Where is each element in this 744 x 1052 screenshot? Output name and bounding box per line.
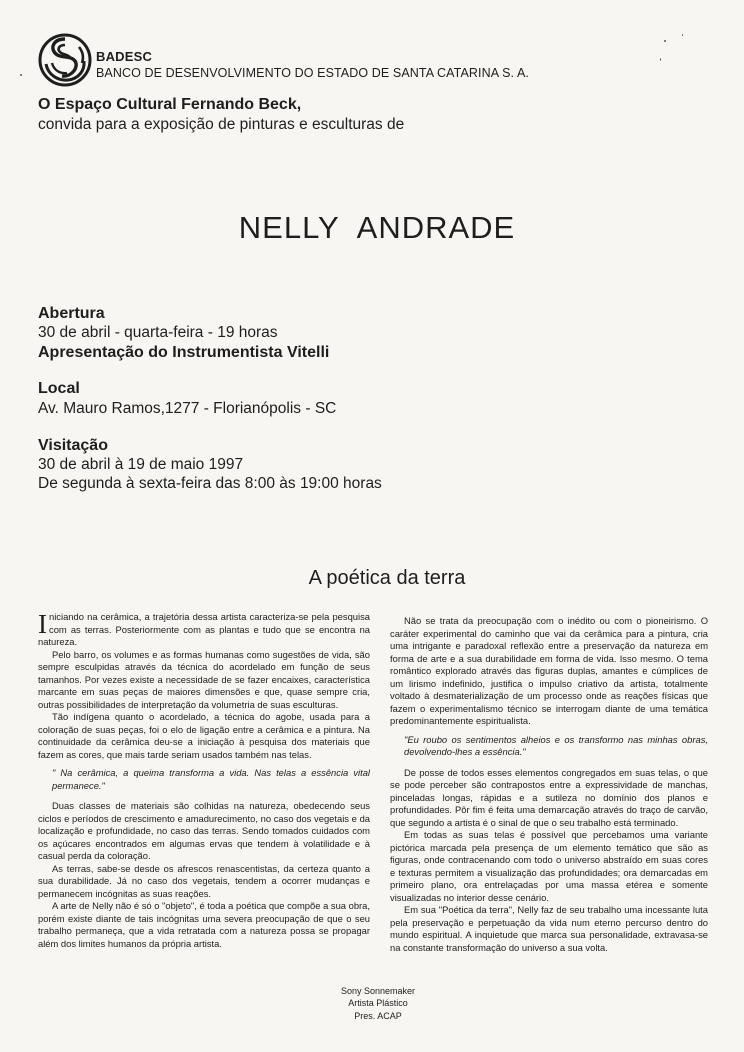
essay-right-column bbox=[390, 615, 708, 954]
scan-speck bbox=[660, 58, 661, 61]
drop-cap: I bbox=[38, 609, 47, 639]
essay-paragraph bbox=[38, 611, 370, 649]
invitation-title: O Espaço Cultural Fernando Beck, bbox=[38, 96, 302, 113]
essay-paragraph-text: niciando na cerâmica, a trajetória dessa artista caracteriza-se pela pesquisa com as terras. Posteriormente com as plantas e tudo que se encontra na natureza. bbox=[38, 611, 370, 647]
scan-speck bbox=[664, 40, 666, 42]
essay-title: A poética da terra bbox=[308, 567, 466, 589]
essay-paragraph: Não se trata da preocupação com o inédito ou com o pioneirismo. O caráter experimental do caminho que vai da cerâmica para a pintura, cria uma intrigante e paradoxal reflexão entre a preservação da natureza em forma de arte e a sua durabilidade em forma de vida. Isso mesmo. O tema romântico explorado através das figuras duplas, amantes e cúmplices de um lirismo indefinido, justifica o impulso criativo da artista, totalmente voltado à desmaterialização de um processo onde as reações físicas que fazem o experimentalismo técnico se interrogam diante de uma temática predominantemente espiritualista. bbox=[390, 615, 708, 726]
signature-role: Artista Plástico bbox=[348, 998, 408, 1009]
scan-speck bbox=[682, 34, 683, 36]
essay-paragraph: A arte de Nelly não é só o "objeto", é toda a poética que compõe a sua obra, porém existe diante de tais incógnitas uma severa preocupação de que o seu trabalho permaneça, que a vida retratada com a natureza possa se propagar além dos limites humanos da própria artista. bbox=[38, 900, 370, 949]
signature-org: Pres. ACAP bbox=[354, 1010, 402, 1021]
essay-paragraph: De posse de todos esses elementos congregados em suas telas, o que se pode perceber são contrapostos entre a expressividade de manchas, pinceladas longas, rápidas e a sutileza no domínio dos planos e profundidades. Pôr fim é feita uma demarcação através do traço de carvão, que segundo a artista é o sinal de que o seu trabalho está terminado. bbox=[390, 766, 708, 828]
essay-paragraph: Tão indígena quanto o acordelado, a técnica do agobe, usada para a coloração de suas peças, foi o elo de ligação entre a cerâmica e a pintura. Na continuidade da cerâmica deu-se a iniciação à pesquisa dos materiais que fazem as cores, que mais tarde seriam usados também nas telas. bbox=[38, 711, 370, 760]
location-address: Av. Mauro Ramos,1277 - Florianópolis - SC bbox=[38, 400, 337, 417]
essay-left-column bbox=[38, 611, 370, 950]
essay-paragraph: As terras, sabe-se desde os afrescos renascentistas, da certeza quanto a sua durabilidade. Já no caso dos vegetais, tendem a ocorrer mudanças e permanecem incógnitas as suas reações. bbox=[38, 862, 370, 899]
visitation-period: 30 de abril à 19 de maio 1997 bbox=[38, 456, 244, 473]
org-name: BADESC bbox=[96, 49, 153, 64]
org-full-name: BANCO DE DESENVOLVIMENTO DO ESTADO DE SANTA CATARINA S. A. bbox=[96, 66, 529, 80]
signature-block bbox=[0, 985, 744, 1022]
essay-paragraph: Pelo barro, os volumes e as formas humanas como sugestões de vida, são sempre esculpidas através da técnica do acordelado em função de seus tamanhos. Por vezes existe a necessidade de se fazer encaixes, característica marcante em suas peças de maiores dimensões e que, quase sempre cria, outras possibilidades de interpretação da volumetria de suas esculturas. bbox=[38, 648, 370, 710]
artist-quote: " Na cerâmica, a queima transforma a vida. Nas telas a essência vital permanece." bbox=[52, 767, 370, 791]
opening-note: Apresentação do Instrumentista Vitelli bbox=[38, 344, 330, 361]
invitation-text: convida para a exposição de pinturas e esculturas de bbox=[38, 116, 405, 133]
location-label: Local bbox=[38, 380, 80, 397]
visitation-hours: De segunda à sexta-feira das 8:00 às 19:00 horas bbox=[38, 475, 382, 492]
artist-quote: "Eu roubo os sentimentos alheios e os transformo nas minhas obras, devolvendo-lhes a essência." bbox=[404, 733, 708, 757]
artist-name: NELLY ANDRADE bbox=[238, 210, 516, 245]
essay-paragraph: Em todas as suas telas é possível que percebamos uma variante pictórica marcada pela presença de um elemento temático que são as figuras, onde contracenando com todo o universo abstraído em suas cores e texturas permitem a visualização das profundidades; ora demarcadas em primeiro plano, ora entrelaçadas por uma massa etérea e somente visualizadas no interior desse cenário. bbox=[390, 829, 708, 903]
opening-date: 30 de abril - quarta-feira - 19 horas bbox=[38, 324, 278, 341]
scan-speck bbox=[20, 74, 22, 76]
visitation-label: Visitação bbox=[38, 437, 108, 454]
signature-name: Sony Sonnemaker bbox=[340, 986, 416, 996]
badesc-logo-icon bbox=[38, 33, 92, 87]
essay-paragraph: Duas classes de materiais são colhidas na natureza, obedecendo seus ciclos e períodos de crescimento e amadurecimento, no caso dos vegetais e da localização e profundidade, no caso das terras. Sendo tomados cuidados com os açúcares encontrados em algumas ervas que tendem à volatilidade e à casual perda da coloração. bbox=[38, 800, 370, 861]
opening-label: Abertura bbox=[38, 305, 105, 322]
essay-paragraph: Em sua "Poética da terra", Nelly faz de seu trabalho uma incessante luta pela preservação e perpetuação da vida num eterno percurso dentro do mundo espiritual. A inquietude que marca sua personalidade, extravasa-se na constante transformação do universo a sua volta. bbox=[390, 904, 708, 953]
